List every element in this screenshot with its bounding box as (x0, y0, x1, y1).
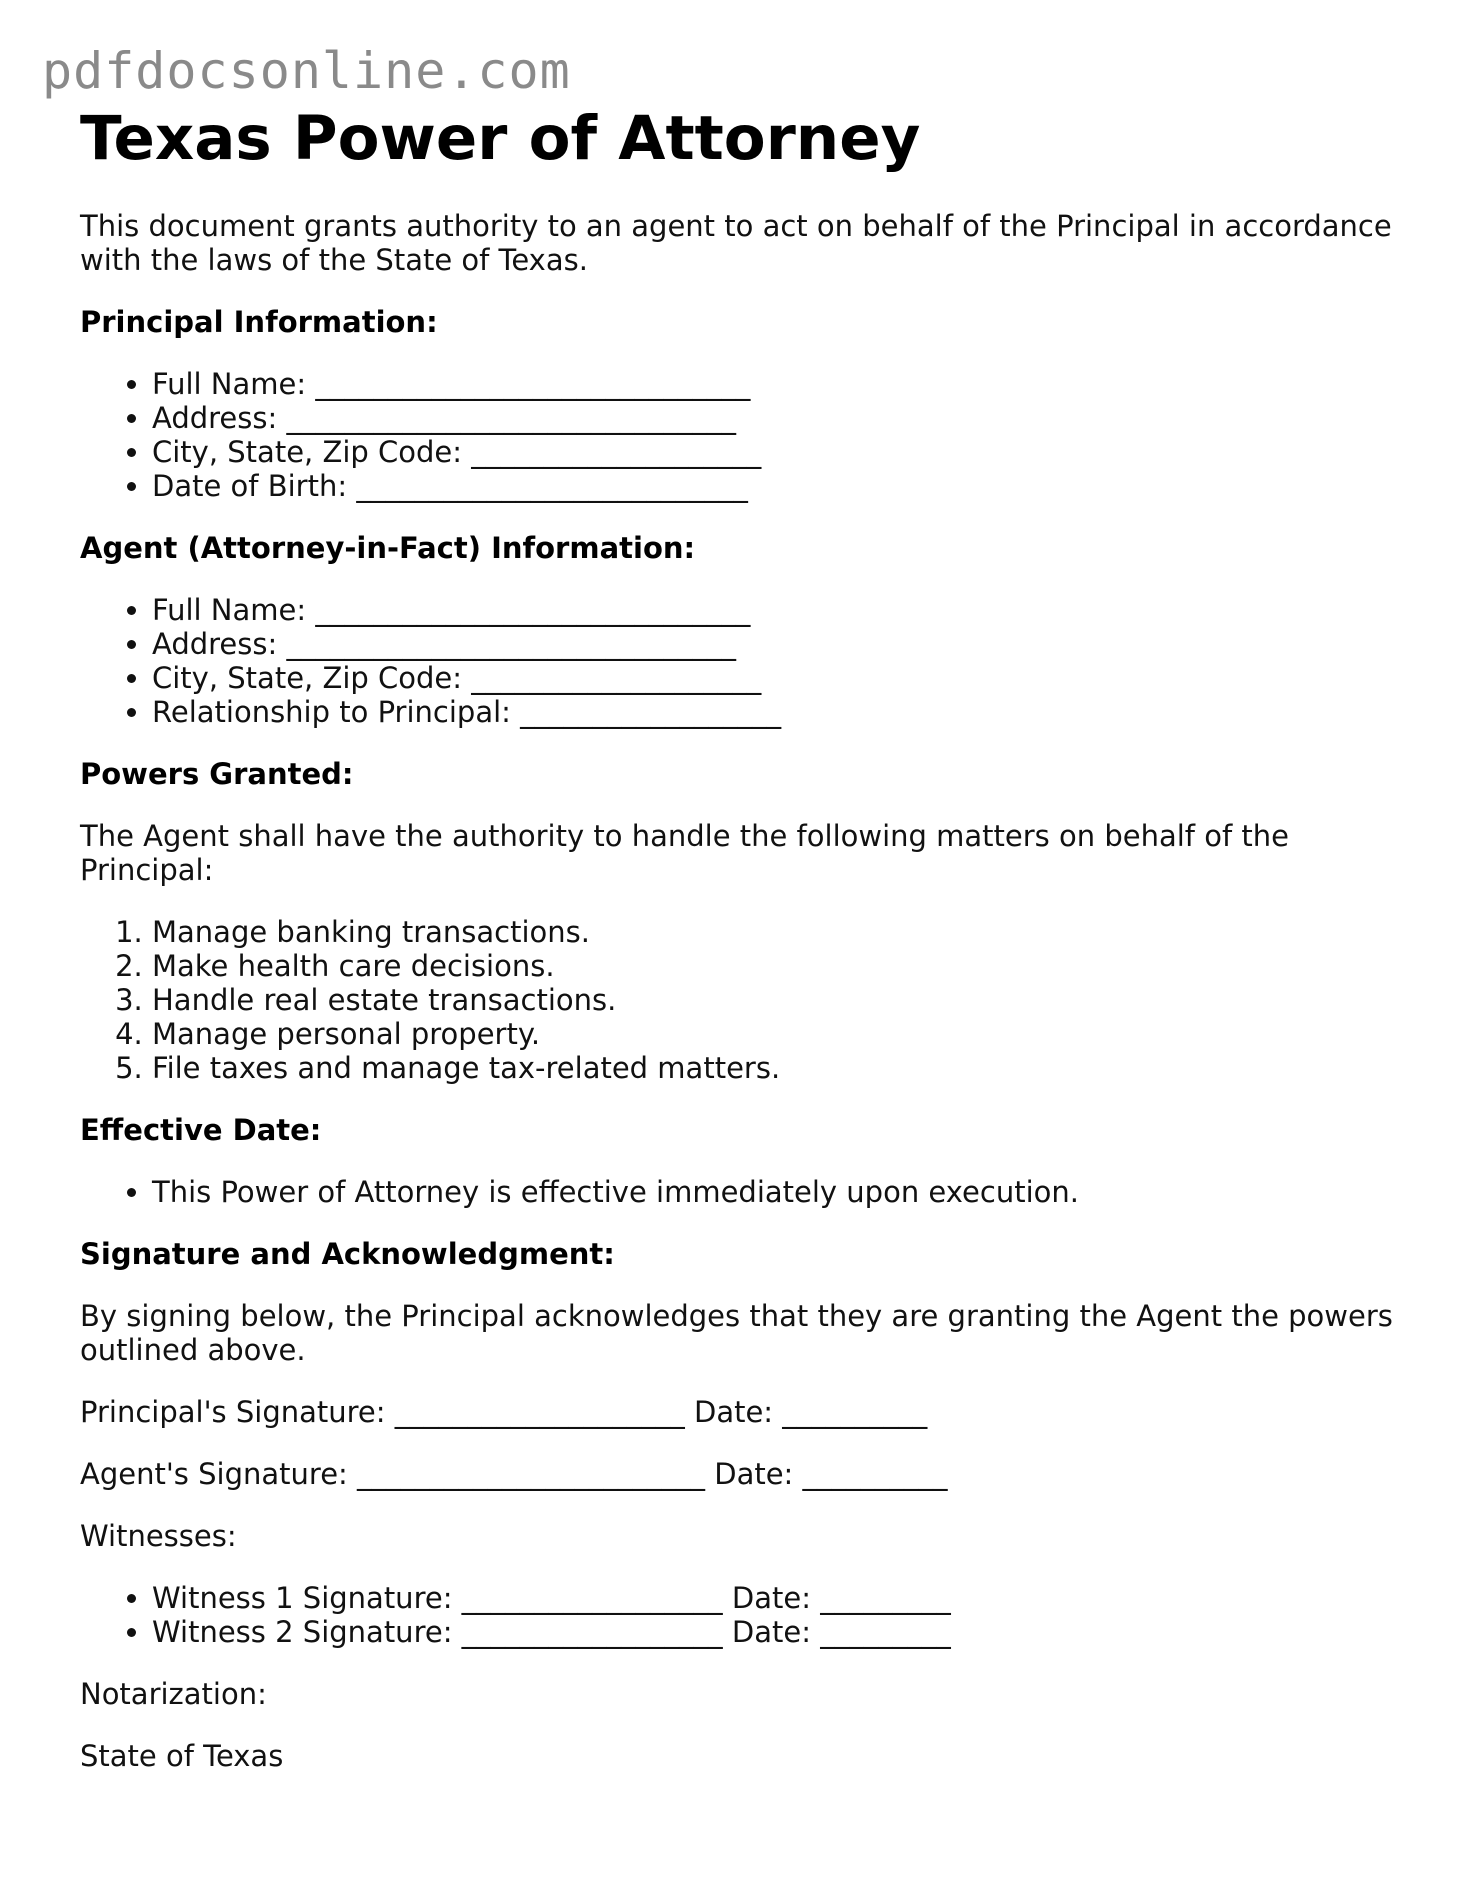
power-item: 5. File taxes and manage tax-related matters. (152, 1051, 1400, 1085)
signature-intro: By signing below, the Principal acknowledges that they are granting the Agent the powers outlined above. (80, 1299, 1393, 1368)
power-item: 2. Make health care decisions. (152, 949, 1400, 983)
agent-relationship-field: • Relationship to Principal: __________________ (152, 695, 1400, 729)
principal-date-of-birth-field: • Date of Birth: ___________________________ (152, 469, 1400, 503)
power-item: 1. Manage banking transactions. (152, 915, 1400, 949)
notarization-label: Notarization: (80, 1677, 267, 1712)
document-page (80, 102, 1400, 1773)
notarization-state: State of Texas (80, 1739, 284, 1774)
principal-fields-list (80, 367, 1400, 503)
principal-signature-line: Principal's Signature: ____________________ Date: __________ (80, 1395, 928, 1430)
principal-city-state-zip-field: • City, State, Zip Code: ____________________ (152, 435, 1400, 469)
witness-1-signature-line: • Witness 1 Signature: __________________ Date: _________ (152, 1581, 1400, 1615)
intro-paragraph: This document grants authority to an agent to act on behalf of the Principal in accordance with the laws of the State of Texas. (80, 209, 1392, 278)
power-item: 3. Handle real estate transactions. (152, 983, 1400, 1017)
agent-full-name-field: • Full Name: ______________________________ (152, 593, 1400, 627)
witnesses-list (80, 1581, 1400, 1649)
effective-date-list (80, 1175, 1400, 1209)
powers-heading: Powers Granted: (80, 757, 354, 792)
powers-intro: The Agent shall have the authority to handle the following matters on behalf of the Principal: (80, 819, 1289, 888)
effective-date-heading: Effective Date: (80, 1113, 322, 1148)
principal-address-field: • Address: _______________________________ (152, 401, 1400, 435)
document-title: Texas Power of Attorney (80, 103, 921, 174)
powers-list (80, 915, 1400, 1085)
agent-fields-list (80, 593, 1400, 729)
witness-2-signature-line: • Witness 2 Signature: __________________ Date: _________ (152, 1615, 1400, 1649)
watermark: pdfdocsonline.com (42, 42, 571, 100)
agent-heading: Agent (Attorney-in-Fact) Information: (80, 531, 696, 566)
principal-heading: Principal Information: (80, 305, 438, 340)
witnesses-label: Witnesses: (80, 1519, 237, 1554)
effective-date-item: • This Power of Attorney is effective immediately upon execution. (152, 1175, 1400, 1209)
agent-address-field: • Address: _______________________________ (152, 627, 1400, 661)
agent-city-state-zip-field: • City, State, Zip Code: ____________________ (152, 661, 1400, 695)
principal-full-name-field: • Full Name: ______________________________ (152, 367, 1400, 401)
signature-heading: Signature and Acknowledgment: (80, 1237, 615, 1272)
agent-signature-line: Agent's Signature: ________________________ Date: __________ (80, 1457, 948, 1492)
power-item: 4. Manage personal property. (152, 1017, 1400, 1051)
